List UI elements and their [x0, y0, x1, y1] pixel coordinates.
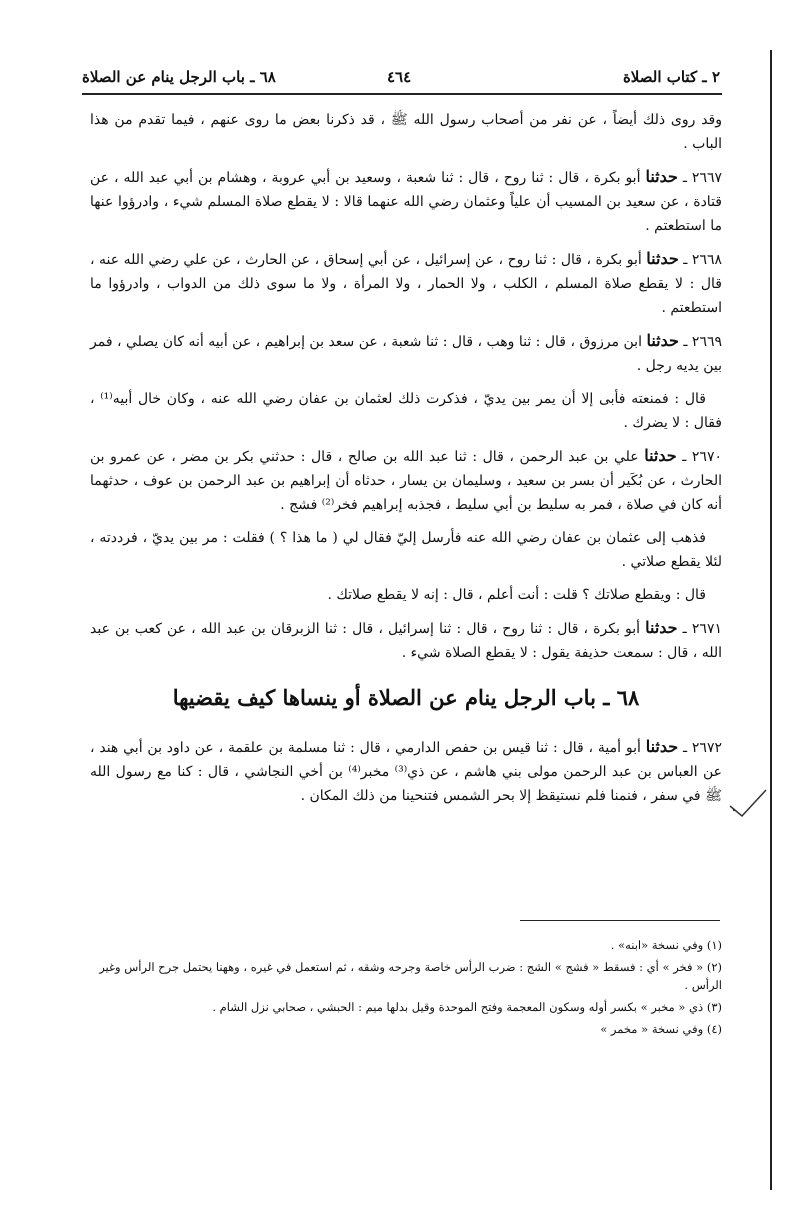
hadith-paragraph: [90, 165, 722, 238]
narration-keyword: حدثنا: [646, 331, 679, 350]
footnote: (٣) ذي « مخبر » بكسر أوله وسكون المعجمة وفتح الموحدة وقيل بدلها ميم : الحبشي ، صحابي نزل الشام .: [212, 1000, 722, 1014]
chapter-heading: ٦٨ ـ باب الرجل ينام عن الصلاة أو ينساها كيف يقضيها: [172, 685, 640, 710]
paragraph-text: قال : فمنعته فأبى إلا أن يمر بين يديّ ، فذكرت ذلك لعثمان بن عفان رضي الله عنه ، وكان خال أبيه⁽¹⁾ ، فقال : لا يضرك .: [90, 391, 722, 431]
paragraph-group: [90, 108, 722, 665]
hadith-paragraph: [90, 735, 722, 808]
paragraph-text: علي بن عبد الرحمن ، قال : ثنا عبد الله بن صالح ، قال : حدثني بكر بن مضر ، عن عمرو بن الحارث ، عن بُكَير أن بسر بن سعيد ، وسليمان بن يسار ، حدثاه أن إبراهيم بن عبد الرحمن بن عوف ، حدثهما أنه كان في صلاة ، فمر به سليط بن أبي سليط ، فجذبه إبراهيم فخر⁽²⁾ فشج .: [90, 449, 722, 513]
narration-keyword: حدثنا: [645, 167, 678, 186]
hadith-paragraph: [90, 108, 722, 156]
hadith-number: ٢٦٧٠ ـ: [676, 449, 722, 465]
hadith-number: ٢٦٧١ ـ: [677, 621, 722, 637]
paragraph-text: قال : ويقطع صلاتك ؟ قلت : أنت أعلم ، قال : إنه لا يقطع صلاتك .: [327, 587, 706, 603]
hadith-paragraph: [90, 247, 722, 320]
paragraph-text: أبو بكرة ، قال : ثنا روح ، قال : ثنا إسرائيل ، قال : ثنا الزبرقان بن عبد الله ، عن كعب بن عبد الله ، قال : سمعت حذيفة يقول : لا يقطع الصلاة شيء .: [90, 621, 722, 661]
header-chapter-title: ٦٨ ـ باب الرجل ينام عن الصلاة: [82, 68, 276, 86]
header-divider: [82, 93, 722, 95]
paragraph-text: وقد روى ذلك أيضاً ، عن نفر من أصحاب رسول الله ﷺ ، قد ذكرنا بعض ما روى عنهم ، فيما تقدم من هذا الباب .: [90, 112, 722, 152]
footnote-divider: [520, 920, 720, 921]
narration-keyword: حدثنا: [644, 446, 677, 465]
paragraph-text: فذهب إلى عثمان بن عفان رضي الله عنه فأرسل إليّ فقال لي ( ما هذا ؟ ) فقلت : مر بين يديّ ، فرددته ، لئلا يقطع صلاتي .: [90, 530, 722, 570]
page-number: ٤٦٤: [387, 68, 412, 86]
header-book-title: ٢ ـ كتاب الصلاة: [622, 68, 720, 86]
hadith-paragraph: [90, 526, 722, 574]
paragraph-text: أبو بكرة ، قال : ثنا روح ، عن إسرائيل ، عن أبي إسحاق ، عن الحارث ، عن علي رضي الله عنه ، قال : لا يقطع صلاة المسلم ، الكلب ، ولا الحمار ، ولا المرأة ، ولا ما سوى ذلك من الدواب ، وادرؤوا ما استطعتم .: [90, 252, 722, 316]
footnotes: [90, 936, 722, 1042]
hadith-number: ٢٦٦٧ ـ: [677, 170, 722, 186]
hadith-paragraph: [90, 583, 722, 607]
hadith-paragraph: [90, 387, 722, 435]
footnote: (١) وفي نسخة «ابنه» .: [610, 938, 722, 952]
hadith-number: ٢٦٦٨ ـ: [678, 252, 722, 268]
paragraph-text: ابن مرزوق ، قال : ثنا وهب ، قال : ثنا شعبة ، عن سعد بن إبراهيم ، عن أبيه أنه كان يصلي ، فمر بين يديه رجل .: [90, 334, 722, 374]
paragraph-text: أبو أمية ، قال : ثنا قيس بن حفص الدارمي ، قال : ثنا مسلمة بن علقمة ، عن داود بن أبي هند ، عن العباس بن عبد الرحمن مولى بني هاشم ، عن ذي⁽³⁾ مخبر⁽⁴⁾ بن أخي النجاشي ، قال : كنا مع رسول الله ﷺ في سفر ، فنمنا فلم نستيقظ إلا بحر الشمس فتنحينا من ذلك المكان .: [90, 740, 723, 804]
page-body: [90, 108, 722, 817]
hadith-paragraph: [90, 616, 722, 665]
narration-keyword: حدثنا: [645, 737, 679, 756]
page-header: [82, 66, 720, 92]
hadith-paragraph: [90, 329, 722, 378]
narration-keyword: حدثنا: [645, 618, 678, 637]
margin-line: [770, 50, 772, 1190]
paragraph-group: [90, 735, 722, 808]
margin-check-mark: [728, 786, 768, 820]
footnote: (٢) « فخر » أي : فسقط « فشج » الشج : ضرب الرأس خاصة وجرحه وشقه ، ثم استعمل في غيره ، وههنا يحتمل جرح الرأس وغير الرأس .: [99, 960, 722, 992]
hadith-number: ٢٦٦٩ ـ: [678, 334, 722, 350]
footnote: (٤) وفي نسخة « مخمر »: [600, 1022, 722, 1036]
narration-keyword: حدثنا: [646, 249, 679, 268]
hadith-number: ٢٦٧٢ ـ: [678, 740, 722, 756]
hadith-paragraph: [90, 444, 722, 517]
paragraph-text: أبو بكرة ، قال : ثنا روح ، قال : ثنا شعبة ، وسعيد بن أبي عروبة ، وهشام بن أبي عبد الله ، عن قتادة ، عن سعيد بن المسيب أن علياً وعثمان رضي الله عنهما قالا : لا يقطع صلاة المسلم شيء ، وادرؤوا عنها ما استطعتم .: [90, 170, 722, 234]
